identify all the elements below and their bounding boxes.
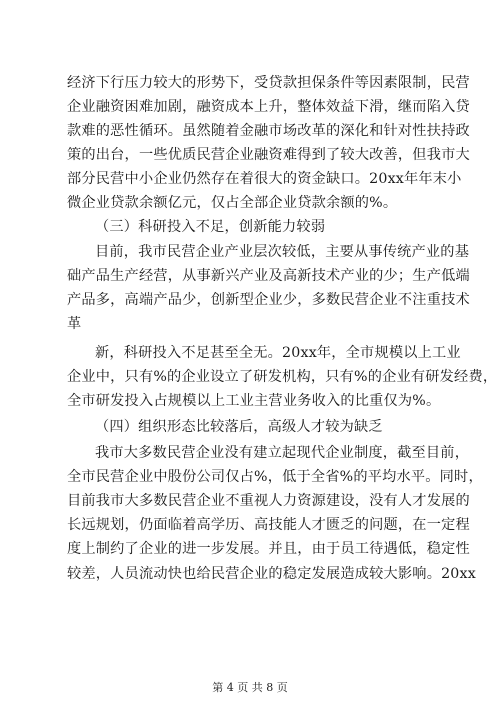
paragraph-line: 款难的恶性循环。虽然随着金融市场改革的深化和针对性扶持政 (67, 123, 470, 139)
paragraph-line: 全市研发投入占规模以上工业主营业务收入的比重仅为%。 (67, 393, 441, 409)
paragraph-line: 我市大多数民营企业没有建立起现代企业制度，截至目前， (95, 445, 470, 461)
paragraph-line: 目前，我市民营企业产业层次较低，主要从事传统产业的基 (95, 244, 470, 260)
paragraph-line: 较差，人员流动快也给民营企业的稳定发展造成较大影响。20xx (67, 566, 476, 582)
paragraph-line: 新，科研投入不足甚至全无。20xx年，全市规模以上工业 (95, 345, 461, 361)
page-number-footer: 第 4 页 共 8 页 (212, 681, 288, 694)
paragraph-line: 企业融资困难加剧，融资成本上升，整体效益下滑，继而陷入贷 (67, 99, 470, 115)
section-heading-4: （四）组织形态比较落后，高级人才较为缺乏 (95, 419, 383, 435)
paragraph-line: 经济下行压力较大的形势下，受贷款担保条件等因素限制，民营 (67, 75, 470, 91)
paragraph-line: 目前我市大多数民营企业不重视人力资源建设，没有人才发展的 (67, 493, 470, 509)
paragraph-line: 微企业贷款余额亿元，仅占全部企业贷款余额的%。 (67, 195, 398, 211)
paragraph-line: 础产品生产经营，从事新兴产业及高新技术产业的少；生产低端 (67, 268, 470, 284)
paragraph-line: 全市民营企业中股份公司仅占%，低于全省%的平均水平。同时， (67, 469, 483, 485)
paragraph-line: 企业中，只有%的企业设立了研发机构，只有%的企业有研发经费， (67, 369, 498, 385)
paragraph-line: 策的出台，一些优质民营企业融资难得到了较大改善，但我市大 (67, 147, 470, 163)
paragraph-line: 长远规划，仍面临着高学历、高技能人才匮乏的问题，在一定程 (67, 517, 470, 533)
paragraph-line: 革 (67, 316, 82, 332)
paragraph-line: 度上制约了企业的进一步发展。并且，由于员工待遇低，稳定性 (67, 541, 470, 557)
paragraph-line: 产品多，高端产品少，创新型企业少，多数民营企业不注重技术 (67, 292, 470, 308)
paragraph-line: 部分民营中小企业仍然存在着很大的资金缺口。20xx年年末小 (67, 171, 462, 187)
section-heading-3: （三）科研投入不足，创新能力较弱 (95, 219, 326, 235)
